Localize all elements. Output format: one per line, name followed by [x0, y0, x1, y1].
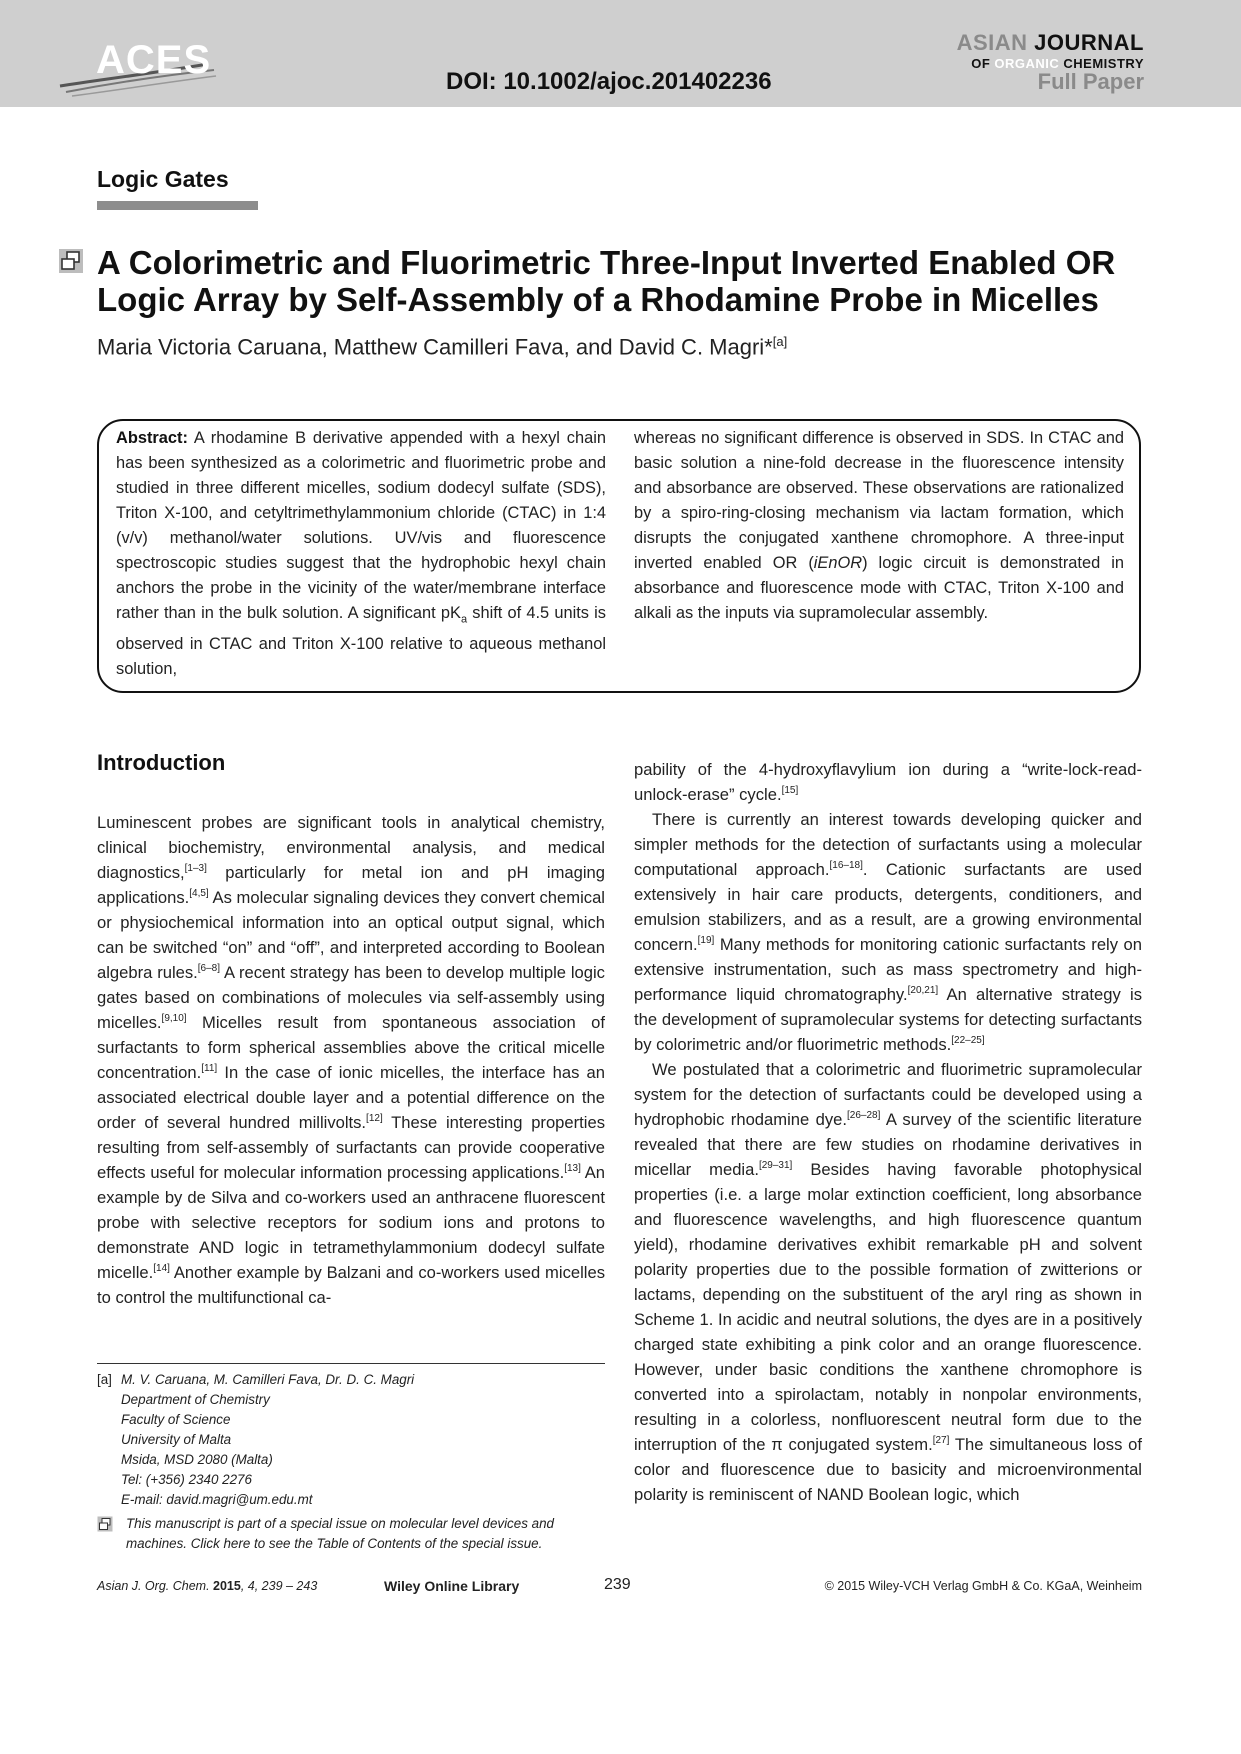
citation-link[interactable]: [4,5]: [189, 888, 209, 899]
text-span: particularly for metal ion and pH imaging applications.: [97, 863, 605, 907]
citation-link[interactable]: [9,10]: [161, 1013, 187, 1024]
journal-header: [0, 0, 1241, 107]
journal-name-asian: ASIAN: [956, 30, 1035, 55]
text-span: A survey of the scientific literature revealed that there are few studies on rhodamine derivatives in micellar media.: [634, 1110, 1142, 1179]
text-span: These interesting properties resulting from self-assembly of surfactants can provide cooperative effects useful for molecular information processing applications.: [97, 1113, 605, 1182]
abstract-label: Abstract:: [116, 429, 188, 447]
doi-link[interactable]: DOI: 10.1002/ajoc.201402236: [446, 68, 772, 95]
citation-link[interactable]: [26–28]: [847, 1110, 881, 1121]
text-span: Besides having favorable photophysical properties (i.e. a large molar extinction coefficient, long absorbance and fluorescence wavelengths, and high fluorescence quantum yield), rhodamine derivatives exhibit remarkable pH and solvent polarity properties due to the possible formation of zwitterions or lactams, depending on the substituent of the aryl ring as shown in Scheme 1. In acidic and neutral solutions, the dyes are in a positively charged state exhibiting a pink color and an orange fluorescence. However, under basic conditions the xanthene chromophore is converted into a spirolactam, notably in nonpolar environments, resulting in a colorless, nonfluorescent neutral form due to the interruption of the π conjugated system.: [634, 1160, 1142, 1454]
affiliation-line: Tel: (+356) 2340 2276: [121, 1472, 252, 1487]
journal-name-of: OF: [971, 56, 995, 71]
footer-copyright: © 2015 Wiley-VCH Verlag GmbH & Co. KGaA, Weinheim: [824, 1579, 1142, 1593]
affiliation-line: University of Malta: [121, 1432, 232, 1447]
citation-link[interactable]: [27]: [932, 1435, 950, 1446]
introduction-heading: Introduction: [97, 750, 226, 775]
affiliation-line: M. V. Caruana, M. Camilleri Fava, Dr. D. C. Magri: [121, 1372, 415, 1387]
page-number: 239: [604, 1576, 631, 1593]
citation-link[interactable]: [13]: [564, 1163, 581, 1174]
footer-year: 2015: [213, 1579, 241, 1593]
author-list: [97, 334, 787, 360]
email-link[interactable]: E-mail: david.magri@um.edu.mt: [121, 1492, 313, 1507]
footnote-label: [a]: [97, 1372, 112, 1387]
text-span: Micelles result from spontaneous association of surfactants to form spherical assemblies above the critical micelle concentration.: [97, 1013, 605, 1082]
text-span: Luminescent probes are significant tools in analytical chemistry, clinical biochemistry, environmental analysis, and medical diagnostics,: [97, 813, 605, 882]
abstract-pka-subscript: a: [460, 613, 468, 626]
citation-link[interactable]: [1–3]: [184, 863, 207, 874]
body-right-column: [634, 757, 1142, 1507]
citation-link[interactable]: [14]: [153, 1263, 170, 1274]
intro-paragraph-3: [634, 1057, 1142, 1507]
text-span: Many methods for monitoring cationic surfactants rely on extensive instrumentation, such as mass spectrometry and high-performance liquid chromatography.: [634, 935, 1142, 1004]
citation-link[interactable]: [16–18]: [829, 860, 863, 871]
citation-link[interactable]: [15]: [781, 785, 799, 796]
text-span: We postulated that a colorimetric and fluorimetric supramolecular system for the detection of surfactants could be developed using a hydrophobic rhodamine dye.: [634, 1060, 1142, 1129]
footnote-divider: [97, 1363, 605, 1364]
citation-link[interactable]: [12]: [366, 1113, 383, 1124]
affiliation-footnote: [97, 1370, 605, 1510]
journal-name-journal: JOURNAL: [1034, 30, 1144, 55]
intro-paragraph-2: [634, 807, 1142, 1057]
text-span: An alternative strategy is the development of supramolecular systems for detecting surfactants by colorimetric and/or fluorimetric methods.: [634, 985, 1142, 1054]
section-underline-bar: [97, 201, 258, 210]
citation-link[interactable]: [19]: [697, 935, 715, 946]
body-left-column: [97, 810, 605, 1310]
special-issue-icon[interactable]: [58, 248, 84, 274]
journal-name-organic: ORGANIC: [994, 56, 1060, 71]
footer-citation: [97, 1579, 317, 1593]
text-span: Another example by Balzani and co-workers used micelles to control the multifunctional ca-: [97, 1263, 605, 1307]
citation-link[interactable]: [20,21]: [907, 985, 939, 996]
abstract-ienor: iEnOR: [813, 554, 863, 572]
article-title: [97, 244, 1157, 318]
author-affiliation-mark: [a]: [772, 334, 788, 349]
text-span: There is currently an interest towards developing quicker and simpler methods for the detection of surfactants using a molecular computational approach.: [634, 810, 1142, 879]
abstract-text-left: A rhodamine B derivative appended with a hexyl chain has been synthesized as a colorimetric and fluorimetric probe and studied in three different micelles, sodium dodecyl sulfate (SDS), Triton X-100, and cetyltrimethylammonium chloride (CTAC) in 1:4 (v/v) methanol/water solutions. UV/vis and fluorescence spectroscopic studies suggest that the hydrophobic hexyl chain anchors the probe in the vicinity of the water/membrane interface rather than in the bulk solution. A significant pK: [116, 429, 606, 622]
authors-text: Maria Victoria Caruana, Matthew Camilleri Fava, and David C. Magri*: [97, 334, 773, 360]
intro-paragraph-1: [97, 810, 605, 1310]
special-issue-text[interactable]: This manuscript is part of a special issue on molecular level devices and machines. Click here to see the Table of Contents of the special issue.: [126, 1516, 554, 1551]
section-label: Logic Gates: [97, 166, 229, 192]
intro-paragraph-1-continued: [634, 757, 1142, 807]
text-span: As molecular signaling devices they convert chemical or physiochemical information into an optical output signal, which can be switched “on” and “off”, and interpreted according to Boolean algebra rules.: [97, 888, 605, 982]
text-span: pability of the 4-hydroxyflavylium ion during a “write-lock-read-unlock-erase” cycle.: [634, 760, 1142, 804]
special-issue-small-icon[interactable]: [97, 1516, 113, 1532]
citation-link[interactable]: [11]: [201, 1063, 218, 1074]
citation-link[interactable]: [22–25]: [951, 1035, 985, 1046]
text-span: The simultaneous loss of color and fluorescence due to basicity and microenvironmental polarity is reminiscent of NAND Boolean logic, which: [634, 1435, 1143, 1504]
article-type: Full Paper: [1037, 69, 1144, 94]
citation-link[interactable]: [6–8]: [197, 963, 221, 974]
citation-link[interactable]: [29–31]: [758, 1160, 793, 1171]
footer-volume-pages: , 4, 239 – 243: [240, 1579, 318, 1593]
text-span: A recent strategy has been to develop multiple logic gates based on combinations of molecules via self-assembly using micelles.: [97, 963, 605, 1032]
journal-name-chemistry: CHEMISTRY: [1059, 56, 1144, 71]
aces-logo-text: ACES: [96, 38, 212, 82]
affiliation-line: Faculty of Science: [121, 1412, 231, 1427]
affiliation-line: Department of Chemistry: [121, 1392, 270, 1407]
abstract-left-column: [116, 426, 606, 682]
article-title-line2: Logic Array by Self-Assembly of a Rhodamine Probe in Micelles: [97, 281, 1099, 318]
text-span: In the case of ionic micelles, the interface has an associated electrical double layer and a potential difference on the order of several hundred millivolts.: [97, 1063, 605, 1132]
abstract-text-left-end: shift of 4.5 units is observed in CTAC and Triton X-100 relative to aqueous methanol solution,: [116, 604, 606, 679]
text-span: . Cationic surfactants are used extensively in hair care products, detergents, conditioners, and emulsion stabilizers, and as a result, are a growing environmental concern.: [634, 860, 1142, 954]
affiliation-lines: [121, 1370, 605, 1510]
text-span: An example by de Silva and co-workers used an anthracene fluorescent probe with selective receptors for sodium ions and protons to demonstrate AND logic in tetramethylammonium dodecyl sulfate micelle.: [97, 1163, 605, 1282]
abstract-text-right-2: ) logic circuit is demonstrated in absorbance and fluorescence mode with CTAC, Triton X-100 and alkali as the inputs via supramolecular assembly.: [634, 554, 1124, 622]
abstract-right-column: [634, 426, 1124, 626]
footer-journal: Asian J. Org. Chem.: [97, 1579, 214, 1593]
affiliation-line: Msida, MSD 2080 (Malta): [121, 1452, 273, 1467]
article-title-line1: A Colorimetric and Fluorimetric Three-Input Inverted Enabled OR: [97, 244, 1116, 281]
journal-brand: [957, 32, 1144, 93]
special-issue-note: [97, 1514, 605, 1554]
abstract-text-right-1: whereas no significant difference is observed in SDS. In CTAC and basic solution a nine-fold decrease in the fluorescence intensity and absorbance are observed. These observations are rationalized by a spiro-ring-closing mechanism via lactam formation, which disrupts the conjugated xanthene chromophore. A three-input inverted enabled OR (: [634, 429, 1124, 572]
wiley-online-library-link[interactable]: Wiley Online Library: [384, 1578, 520, 1594]
